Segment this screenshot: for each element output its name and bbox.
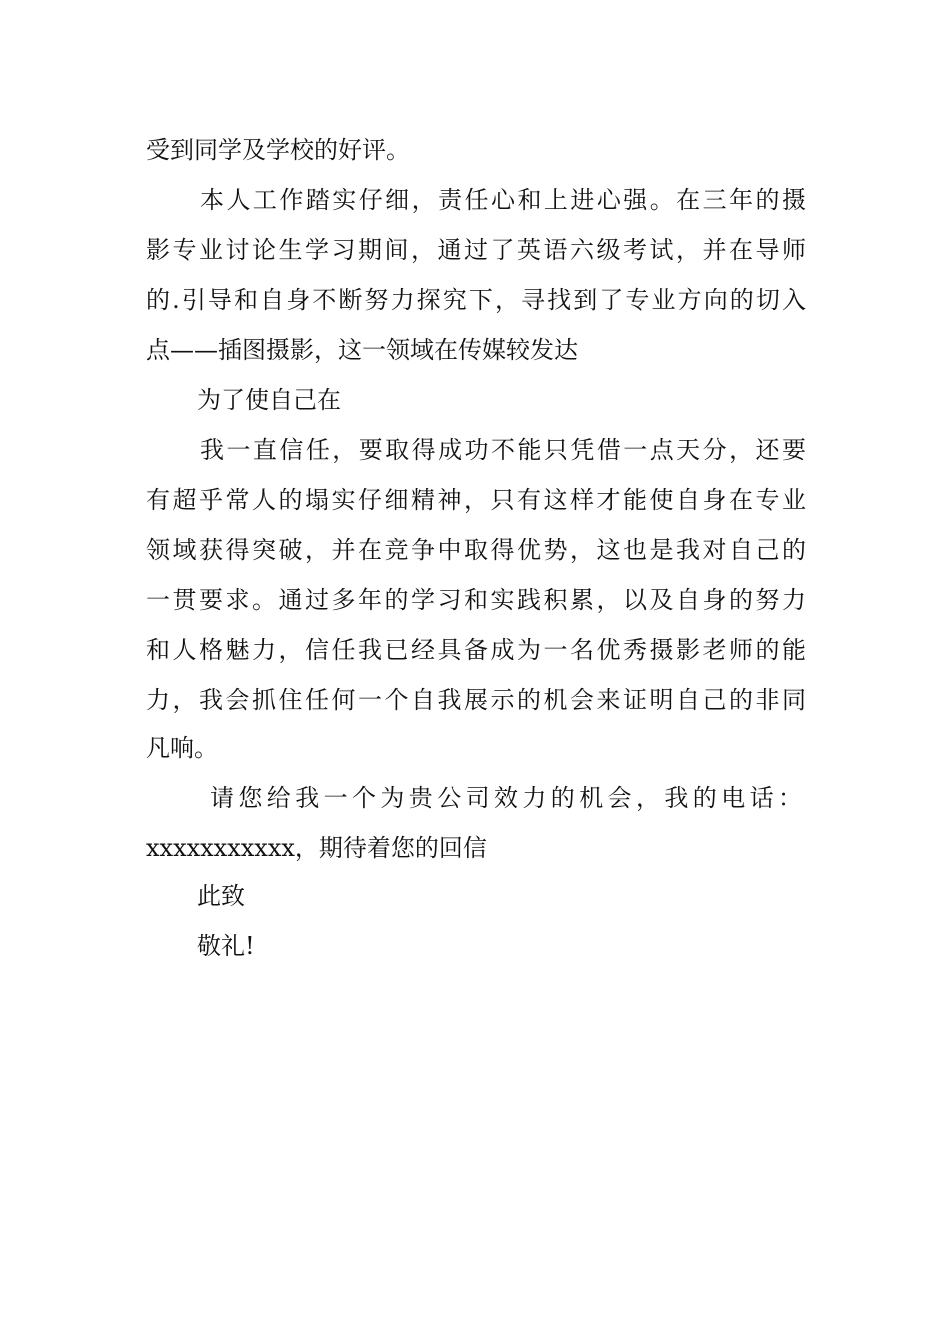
paragraph-line: 有超乎常人的塌实仔细精神，只有这样才能使自身在专业 bbox=[146, 486, 806, 514]
paragraph-line: 为了使自己在 bbox=[197, 386, 341, 414]
paragraph-line: 凡响。 bbox=[146, 734, 218, 762]
salutation-line: 敬礼! bbox=[197, 932, 255, 960]
paragraph-line: 我一直信任，要取得成功不能只凭借一点天分，还要 bbox=[200, 436, 806, 464]
paragraph-line: 影专业讨论生学习期间，通过了英语六级考试，并在导师 bbox=[146, 236, 806, 264]
paragraph-line: 力，我会抓住任何一个自我展示的机会来证明自己的非同 bbox=[146, 686, 806, 714]
paragraph-line: 领域获得突破，并在竞争中取得优势，这也是我对自己的 bbox=[146, 536, 806, 564]
paragraph-line: 的.引导和自身不断努力探究下，寻找到了专业方向的切入 bbox=[146, 286, 806, 314]
paragraph-line: 请您给我一个为贵公司效力的机会，我的电话： bbox=[210, 784, 802, 812]
paragraph-line: 本人工作踏实仔细，责任心和上进心强。在三年的摄 bbox=[200, 186, 806, 214]
paragraph-line: 一贯要求。通过多年的学习和实践积累，以及自身的努力 bbox=[146, 586, 806, 614]
paragraph-line: xxxxxxxxxxx，期待着您的回信 bbox=[146, 834, 487, 862]
paragraph-line: 受到同学及学校的好评。 bbox=[146, 136, 410, 164]
paragraph-line: 点——插图摄影，这一领域在传媒较发达 bbox=[146, 336, 578, 364]
paragraph-line: 和人格魅力，信任我已经具备成为一名优秀摄影老师的能 bbox=[146, 636, 806, 664]
closing-line: 此致 bbox=[197, 882, 245, 910]
